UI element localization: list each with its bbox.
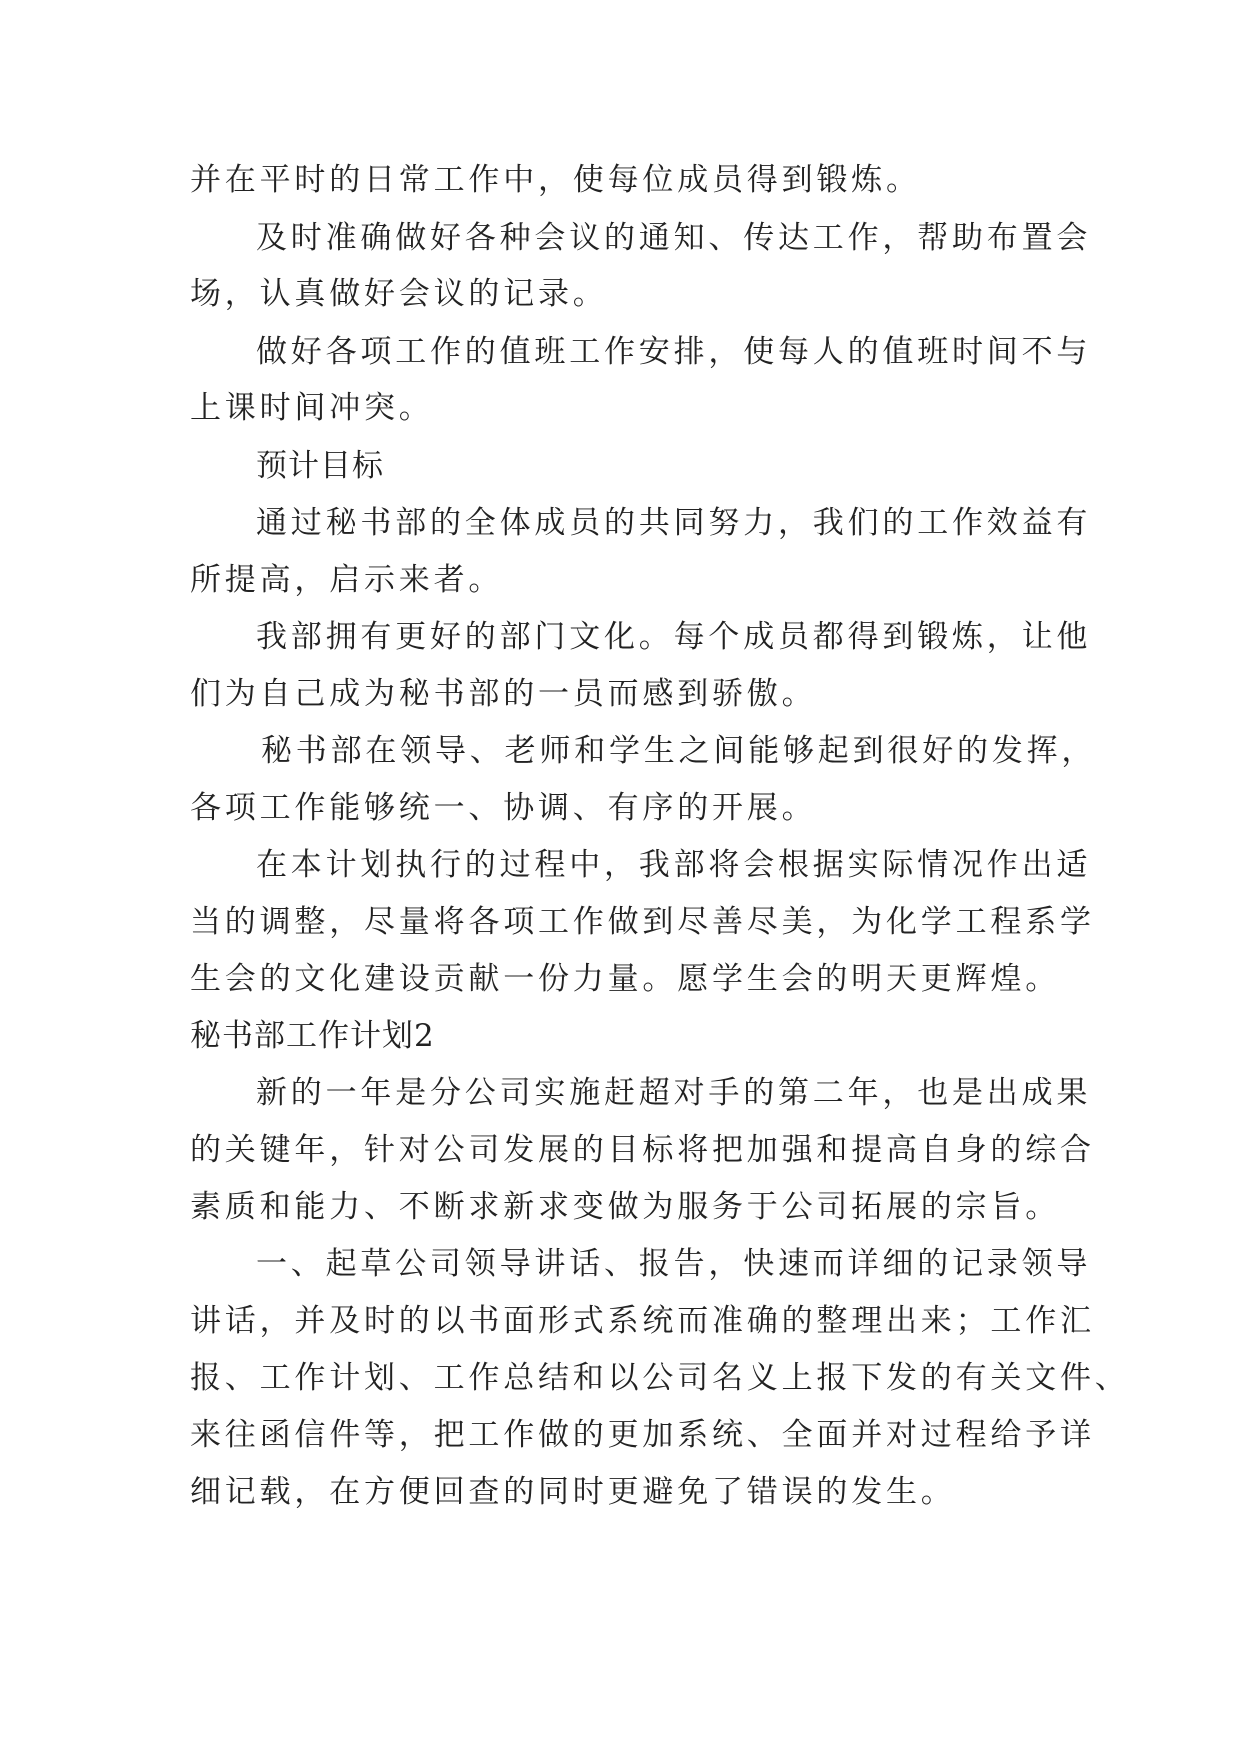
- body-line: 所提高，启示来者。: [190, 562, 504, 598]
- paragraph-start-line: 在本计划执行的过程中，我部将会根据实际情况作出适: [256, 847, 1092, 883]
- paragraph-start-line: 一、起草公司领导讲话、报告，快速而详细的记录领导: [256, 1246, 1092, 1282]
- body-line: 当的调整，尽量将各项工作做到尽善尽美，为化学工程系学: [190, 904, 1095, 940]
- body-line: 来往函信件等，把工作做的更加系统、全面并对过程给予详: [190, 1417, 1095, 1453]
- body-line: 讲话，并及时的以书面形式系统而准确的整理出来；工作汇: [190, 1303, 1095, 1339]
- section-heading: 预计目标: [256, 448, 384, 484]
- paragraph-start-line: 我部拥有更好的部门文化。每个成员都得到锻炼，让他: [256, 619, 1092, 655]
- paragraph-start-line: 新的一年是分公司实施赶超对手的第二年，也是出成果: [256, 1075, 1092, 1111]
- paragraph-start-line: 及时准确做好各种会议的通知、传达工作，帮助布置会: [256, 220, 1092, 256]
- paragraph-start-line: 秘书部在领导、老师和学生之间能够起到很好的发挥，: [261, 733, 1097, 769]
- body-line: 细记载，在方便回查的同时更避免了错误的发生。: [190, 1474, 956, 1510]
- body-line: 场，认真做好会议的记录。: [190, 276, 608, 312]
- body-line: 们为自己成为秘书部的一员而感到骄傲。: [190, 676, 817, 712]
- body-line: 素质和能力、不断求新求变做为服务于公司拓展的宗旨。: [190, 1189, 1060, 1225]
- paragraph-start-line: 做好各项工作的值班工作安排，使每人的值班时间不与: [256, 334, 1092, 370]
- body-line: 的关键年，针对公司发展的目标将把加强和提高自身的综合: [190, 1132, 1095, 1168]
- section-title: 秘书部工作计划2: [190, 1018, 435, 1054]
- paragraph-start-line: 通过秘书部的全体成员的共同努力，我们的工作效益有: [256, 505, 1092, 541]
- body-line: 各项工作能够统一、协调、有序的开展。: [190, 790, 817, 826]
- body-line: 生会的文化建设贡献一份力量。愿学生会的明天更辉煌。: [190, 961, 1060, 997]
- body-line: 上课时间冲突。: [190, 390, 434, 426]
- body-line: 并在平时的日常工作中，使每位成员得到锻炼。: [190, 162, 921, 198]
- body-line: 报、工作计划、工作总结和以公司名义上报下发的有关文件、: [190, 1360, 1130, 1396]
